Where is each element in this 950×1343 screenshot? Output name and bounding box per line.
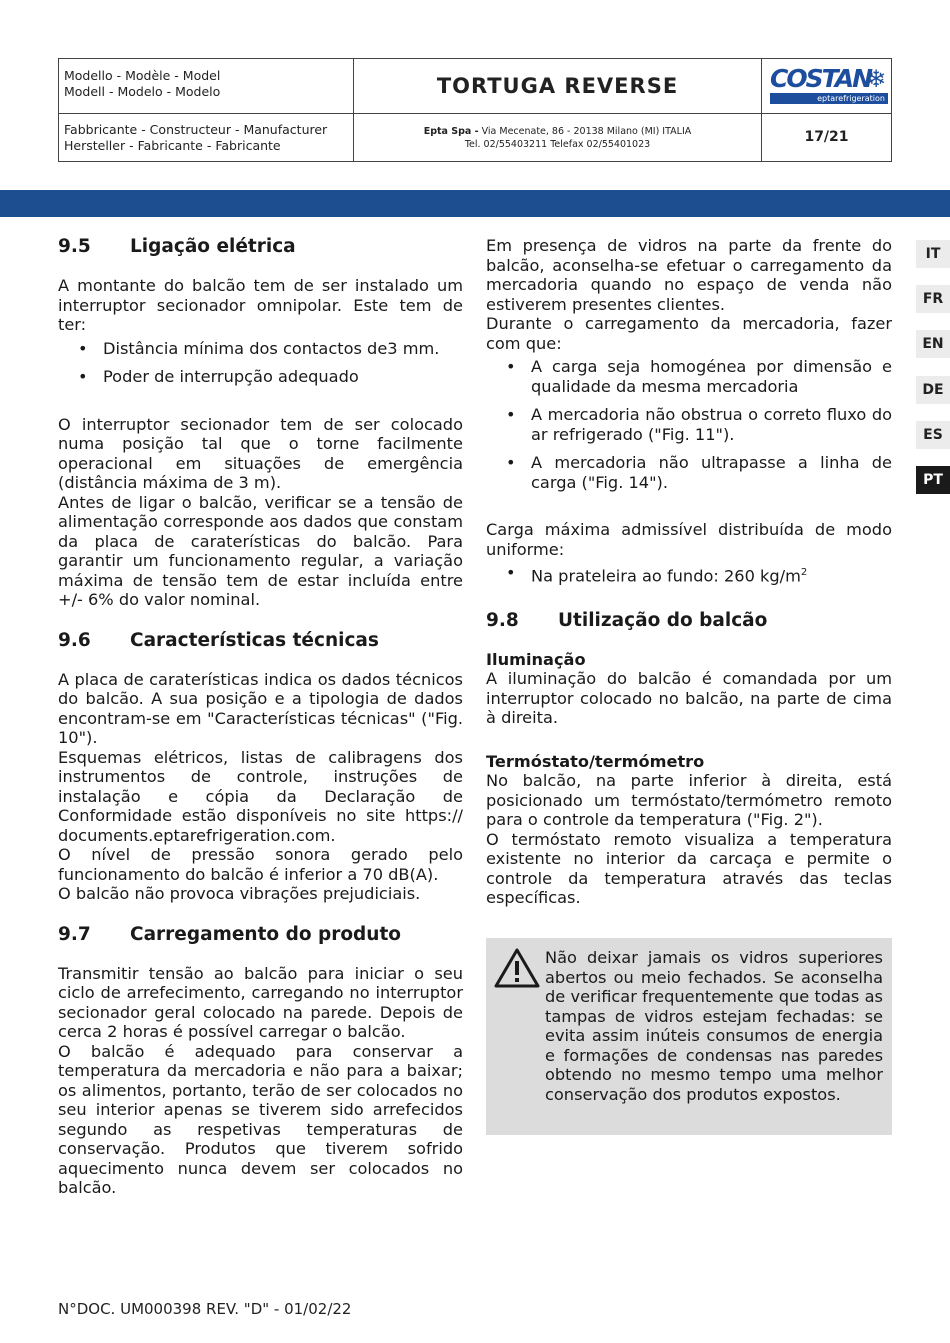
paragraph: A placa de caraterísticas indica os dados técnicos do balcão. A sua posição e a tipologia de dados encontram-se em "Características técnicas" ("Fig. 10").	[58, 669, 463, 747]
paragraph: Em presença de vidros na parte da frente do balcão, aconselha-se efetuar o carregamento da mercadoria quando no espaço de venda não estiverem presentes clientes.	[486, 236, 892, 314]
bullet-list	[486, 563, 892, 586]
section-9-8-heading: 9.8 Utilização do balcão	[486, 609, 768, 631]
lang-tab-es[interactable]: ES	[916, 421, 950, 449]
lang-tab-it[interactable]: IT	[916, 240, 950, 268]
document-reference: N°DOC. UM000398 REV. "D" - 01/02/22	[58, 1300, 352, 1318]
header-divider-bar	[0, 190, 950, 217]
list-item: • A mercadoria não obstrua o correto fluxo do ar refrigerado ("Fig. 11").	[486, 405, 892, 444]
paragraph: O balcão é adequado para conservar a temperatura da mercadoria e não para a baixar; os alimentos, portanto, terão de ser colocados no seu interior apenas se tiverem sido arrefecidos segundo as respetivas temperaturas de conservação. Produtos que tiverem sofrido aquecimento nunca devem ser colocados no balcão.	[58, 1041, 463, 1197]
section-9-6-heading: 9.6 Características técnicas	[58, 629, 379, 651]
subheading-lighting: Iluminação	[486, 649, 586, 669]
bullet-list	[58, 339, 463, 387]
left-column	[58, 236, 463, 1198]
manufacturer-label-line-2: Hersteller - Fabricante - Fabricante	[64, 138, 281, 153]
subheading-thermostat: Termóstato/termómetro	[486, 751, 705, 771]
model-label-cell	[59, 59, 354, 113]
paragraph: Antes de ligar o balcão, verificar se a tensão de alimentação corresponde aos dados que constam da placa de caraterísticas do balcão. Para garantir um funcionamento regular, a variação máxima de tensão tem de estar incluída entre +/- 6% do valor nominal.	[58, 492, 463, 609]
list-item: • Distância mínima dos contactos de3 mm.	[58, 339, 463, 359]
company-contact: Tel. 02/55403211 Telefax 02/55401023	[464, 139, 651, 150]
logo-cell	[762, 59, 891, 113]
manufacturer-label-cell	[59, 113, 354, 161]
paragraph: No balcão, na parte inferior à direita, está posicionado um termóstato/termómetro remoto para o controle da temperatura ("Fig. 2").	[486, 771, 892, 830]
page-number-cell	[762, 113, 891, 161]
list-item: • Na prateleira ao fundo: 260 $kg/m^2$	[486, 563, 892, 586]
costan-logo	[770, 65, 888, 105]
section-9-7-heading: 9.7 Carregamento do produto	[58, 923, 402, 945]
lang-tab-fr[interactable]: FR	[916, 285, 950, 313]
company-info-cell	[354, 113, 762, 161]
lang-tab-de[interactable]: DE	[916, 376, 950, 404]
right-column	[486, 236, 892, 908]
warning-icon	[494, 948, 540, 988]
bullet-list	[486, 357, 892, 492]
warning-box	[486, 938, 892, 1135]
manufacturer-label-line-1: Fabbricante - Constructeur - Manufacturer	[64, 122, 328, 137]
product-name-cell	[354, 59, 762, 113]
snowflake-icon: ❄	[866, 65, 887, 93]
header-row-model	[59, 59, 891, 114]
paragraph: O balcão não provoca vibrações prejudiciais.	[58, 884, 421, 903]
page-number: 17/21	[804, 129, 849, 145]
lang-tab-en[interactable]: EN	[916, 330, 950, 358]
model-label-line-2: Modell - Modelo - Modelo	[64, 84, 221, 99]
paragraph: A iluminação do balcão é comandada por um interruptor colocado no balcão, na parte de cima à direita.	[486, 669, 892, 728]
list-item: • Poder de interrupção adequado	[58, 367, 463, 387]
list-item: • A mercadoria não ultrapasse a linha de carga ("Fig. 14").	[486, 453, 892, 492]
logo-subtext: eptarefrigeration	[770, 93, 888, 104]
paragraph: Durante o carregamento da mercadoria, fazer com que:	[486, 314, 892, 353]
paragraph: A montante do balcão tem de ser instalado um interruptor secionador omnipolar. Este tem de ter:	[58, 276, 463, 334]
paragraph: O interruptor secionador tem de ser colocado numa posição tal que o torne facilmente operacional em situações de emergência (distância máxima de 3 m).	[58, 414, 463, 492]
logo-text: COSTAN	[770, 64, 871, 93]
lang-tab-pt[interactable]: PT	[916, 466, 950, 494]
paragraph: O nível de pressão sonora gerado pelo funcionamento do balcão é inferior a 70 dB(A).	[58, 845, 463, 884]
paragraph: O termóstato remoto visualiza a temperatura existente no interior da carcaça e permite o controle da temperatura através das teclas específicas.	[486, 829, 892, 908]
header-row-manufacturer	[59, 113, 891, 161]
list-item: • A carga seja homogénea por dimensão e qualidade da mesma mercadoria	[486, 357, 892, 396]
company-address: Via Mecenate, 86 - 20138 Milano (MI) ITALIA	[478, 126, 692, 137]
model-label-line-1: Modello - Modèle - Model	[64, 68, 221, 83]
paragraph: Transmitir tensão ao balcão para iniciar o seu ciclo de arrefecimento, carregando no interruptor secionador geral colocado na parede. Depois de cerca 2 horas é possível carregar o balcão.	[58, 963, 463, 1041]
section-9-5-heading: 9.5 Ligação elétrica	[58, 236, 296, 257]
paragraph: Esquemas elétricos, listas de calibragens dos instrumentos de controle, instruções de instalação e cópia da Declaração de Conformidade estão disponíveis no site https:// documents.eptarefrigeration.com.	[58, 747, 463, 845]
paragraph: Carga máxima admissível distribuída de modo uniforme:	[486, 520, 892, 559]
document-header	[58, 58, 892, 162]
company-address-line	[354, 125, 761, 138]
warning-text: Não deixar jamais os vidros superiores abertos ou meio fechados. Se aconselha de verificar frequentemente que todas as tampas de vidros estejam fechadas: se evita assim inúteis consumos de energia e formações de condensas nas paredes obtendo no mesmo tempo uma melhor conservação dos produtos expostos.	[545, 948, 883, 1104]
company-name: Epta Spa -	[423, 126, 479, 137]
product-name: TORTUGA REVERSE	[436, 74, 679, 98]
